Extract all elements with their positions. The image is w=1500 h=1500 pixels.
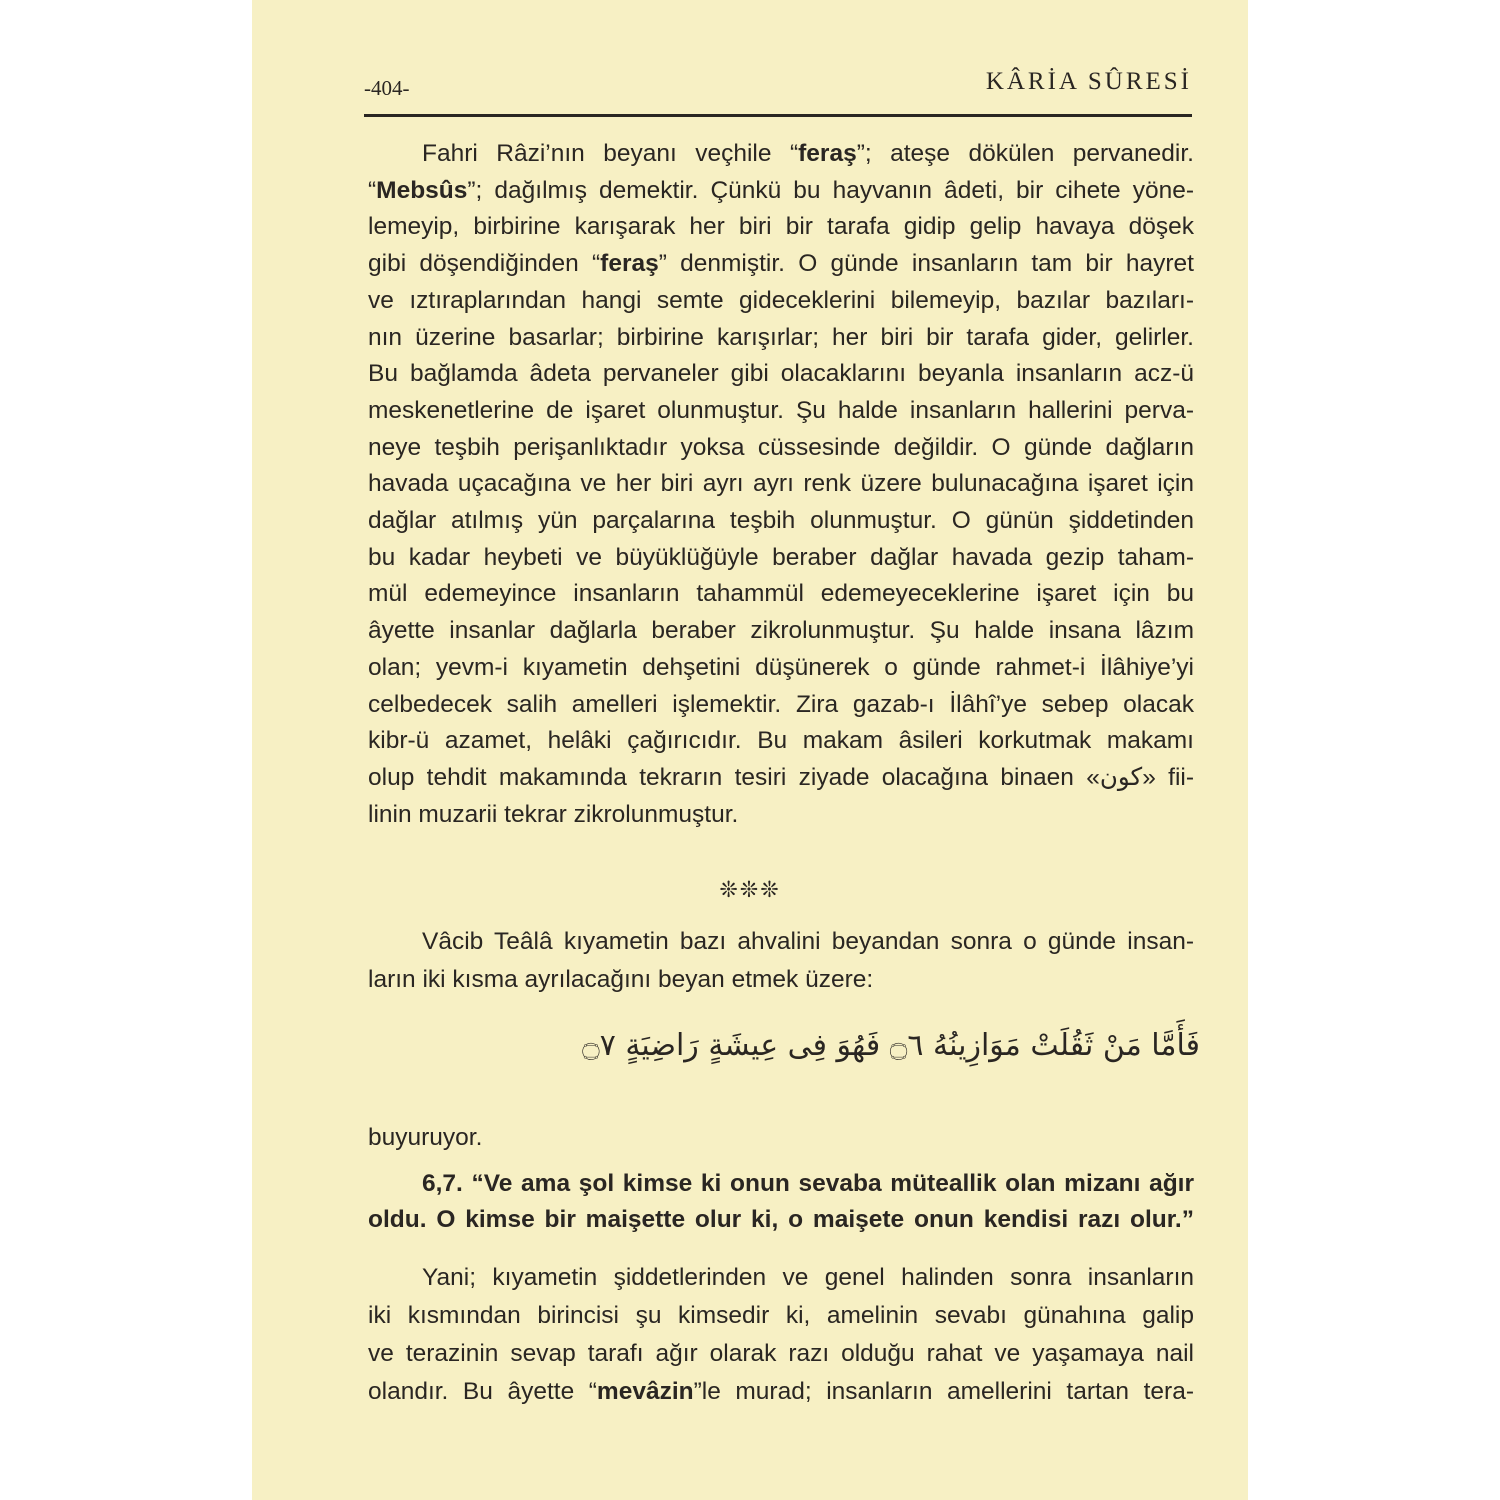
text-line <box>368 797 738 833</box>
text-segment: ”; dağılmış demektir. Çünkü bu hayvanın âdeti, bir cihete yöne- <box>467 176 1194 204</box>
text-line <box>368 962 873 998</box>
text-line <box>368 173 1194 209</box>
book-page <box>252 0 1248 1500</box>
text-line <box>368 540 1194 576</box>
text-line <box>368 650 1194 686</box>
quran-verse: فَأَمَّا مَنْ ثَقُلَتْ مَوَازِينُهُ ۝٦ فَهُوَ فِى عِيشَةٍ رَاضِيَةٍ ۝٧ <box>582 1028 1200 1063</box>
text-line <box>368 760 1194 796</box>
text-segment: âyette insanlar dağlarla beraber zikrolunmuştur. Şu halde insana lâzım <box>368 617 1194 645</box>
text-line <box>368 320 1194 356</box>
text-segment: olandır. Bu âyette “ <box>368 1378 597 1405</box>
translation-line: oldu. O kimse bir maişette olur ki, o maişete onun kendisi razı olur.” <box>368 1206 1194 1233</box>
text-segment: bu kadar heybeti ve büyüklüğüyle beraber dağlar havada gezip taham- <box>368 543 1194 571</box>
text-segment: Yani; kıyametin şiddetlerinden ve genel halinden sonra insanların <box>422 1264 1194 1291</box>
text-segment: ” denmiştir. O günde insanların tam bir hayret <box>658 250 1194 278</box>
header-rule <box>364 114 1192 117</box>
text-segment: kibr-ü azamet, helâki çağırıcıdır. Bu makam âsileri korkutmak makamı <box>368 727 1194 755</box>
text-segment: neye teşbih perişanlıktadır yoksa cüssesinde değildir. O günde dağların <box>368 433 1194 461</box>
text-line <box>368 356 1194 392</box>
text-segment: dağlar atılmış yün parçalarına teşbih olunmuştur. O günün şiddetinden <box>368 507 1194 534</box>
bold-term: feraş <box>798 140 857 167</box>
text-line <box>368 723 1194 759</box>
text-segment: Vâcib Teâlâ kıyametin bazı ahvalini beyandan sonra o günde insan- <box>422 928 1194 955</box>
translation-line: 6,7. “Ve ama şol kimse ki onun sevaba müteallik olan mizanı ağır <box>422 1170 1194 1197</box>
text-segment: ve terazinin sevap tarafı ağır olarak razı olduğu rahat ve yaşamaya nail <box>368 1340 1194 1367</box>
text-line <box>368 393 1194 429</box>
text-line <box>368 430 1194 466</box>
text-line <box>422 924 1194 960</box>
text-line <box>368 246 1194 282</box>
text-segment: Bu bağlamda âdeta pervaneler gibi olacaklarını beyanla insanların acz-ü <box>368 360 1194 388</box>
text-line <box>368 576 1194 612</box>
text-segment: ”le murad; insanların amellerini tartan tera- <box>693 1378 1194 1405</box>
page-header <box>364 66 1192 106</box>
text-line <box>368 1336 1194 1372</box>
text-segment: ve ıztıraplarından hangi semte gideceklerini bilemeyip, bazılar bazıları- <box>368 286 1194 314</box>
text-segment: olup tehdit makamında tekrarın tesiri ziyade olacağına binaen «كون» fii- <box>368 763 1194 791</box>
text-line <box>368 466 1194 502</box>
text-segment: ların iki kısma ayrılacağını beyan etmek üzere: <box>368 966 874 993</box>
bold-term: mevâzin <box>596 1378 694 1405</box>
page-number: -404- <box>364 76 410 100</box>
text-segment: Fahri Râzi’nın beyanı veçhile “ <box>422 140 799 167</box>
text-line <box>368 687 1194 723</box>
text-line <box>368 1374 1194 1410</box>
text-segment: meskenetlerine de işaret olunmuştur. Şu halde insanların hallerini perva- <box>368 396 1194 424</box>
text-segment: celbedecek salih amelleri işlemektir. Zira gazab-ı İlâhî’ye sebep olacak <box>368 690 1194 718</box>
text-segment: “ <box>368 176 377 204</box>
bold-term: feraş <box>600 250 659 278</box>
text-segment: gibi döşendiğinden “ <box>368 250 601 278</box>
text-segment: linin muzarii tekrar zikrolunmuştur. <box>368 800 739 828</box>
text-segment: nın üzerine basarlar; birbirine karışırlar; her biri bir tarafa gider, gelirler. <box>368 323 1194 351</box>
text-segment: havada uçacağına ve her biri ayrı ayrı renk üzere bulunacağına işaret için <box>368 470 1194 498</box>
text-line <box>368 1298 1194 1334</box>
text-line <box>368 209 1194 245</box>
text-line <box>368 613 1194 649</box>
after-verse-line: buyuruyor. <box>368 1124 483 1151</box>
text-segment: iki kısmından birincisi şu kimsedir ki, amelinin sevabı günahına galip <box>368 1302 1194 1329</box>
bold-term: Mebsûs <box>376 176 468 204</box>
text-segment: lemeyip, birbirine karışarak her biri bir tarafa gidip gelip havaya döşek <box>368 213 1194 241</box>
text-segment: mül edemeyince insanların tahammül edemeyeceklerine işaret için bu <box>368 580 1194 608</box>
text-line <box>368 283 1194 319</box>
running-title: KÂRİA SÛRESİ <box>985 68 1192 95</box>
text-line <box>422 136 1194 172</box>
section-ornament: ❊❊❊ <box>719 878 781 903</box>
text-segment: olan; yevm-i kıyametin dehşetini düşünerek o günde rahmet-i İlâhiye’yi <box>368 653 1194 681</box>
text-segment: ”; ateşe dökülen pervanedir. <box>856 140 1194 167</box>
text-line <box>422 1260 1194 1296</box>
text-line <box>368 503 1194 539</box>
